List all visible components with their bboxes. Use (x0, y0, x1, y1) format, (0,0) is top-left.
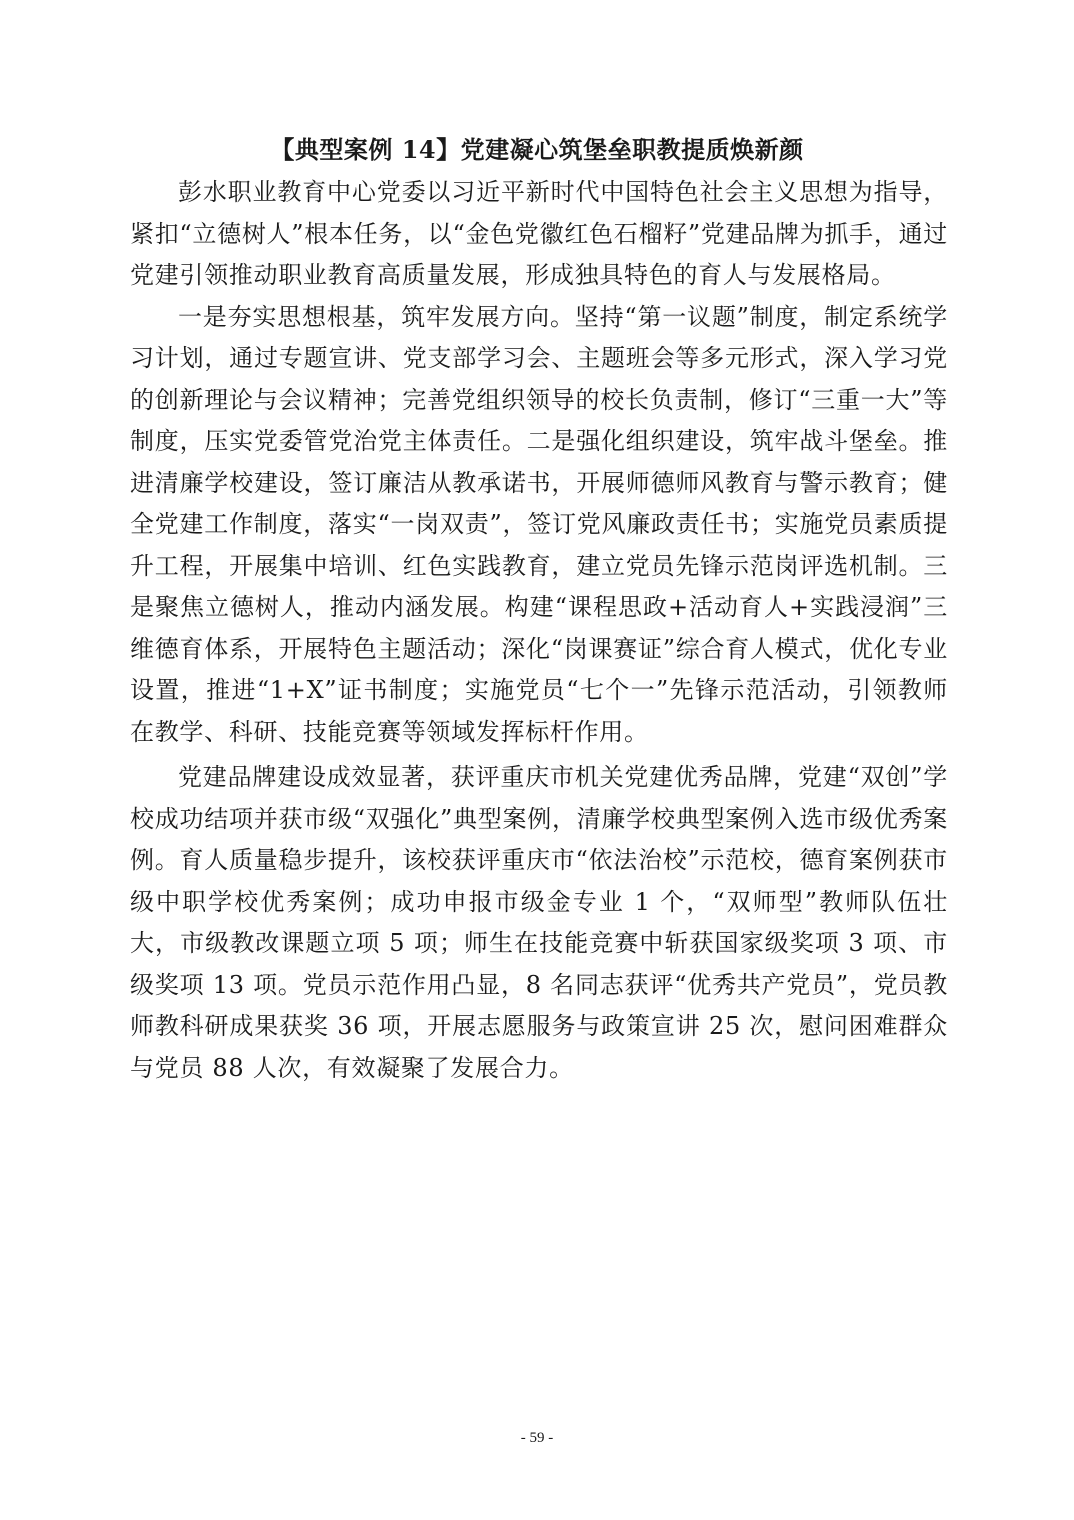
case-title: 【典型案例 14】党建凝心筑堡垒职教提质焕新颜 (270, 135, 804, 164)
paragraph-results: 党建品牌建设成效显著，获评重庆市机关党建优秀品牌，党建“双创”学校成功结项并获市级“双强化”典型案例，清廉学校典型案例入选市级优秀案例。育人质量稳步提升，该校获评重庆市“依法治校”示范校，德育案例获市级中职学校优秀案例；成功申报市级金专业 1 个，“双师型”教师队伍壮大，市级教改课题立项 5 项；师生在技能竞赛中斩获国家级奖项 3 项、市级奖项 13 项。党员示范作用凸显，8 名同志获评“优秀共产党员”，党员教师教科研成果获奖 36 项，开展志愿服务与政策宣讲 25 次，慰问困难群众与党员 88 人次，有效凝聚了发展合力。 (130, 763, 948, 1082)
paragraph-measures: 一是夯实思想根基，筑牢发展方向。坚持“第一议题”制度，制定系统学习计划，通过专题宣讲、党支部学习会、主题班会等多元形式，深入学习党的创新理论与会议精神；完善党组织领导的校长负责制，修订“三重一大”等制度，压实党委管党治党主体责任。二是强化组织建设，筑牢战斗堡垒。推进清廉学校建设，签订廉洁从教承诺书，开展师德师风教育与警示教育；健全党建工作制度，落实“一岗双责”，签订党风廉政责任书；实施党员素质提升工程，开展集中培训、红色实践教育，建立党员先锋示范岗评选机制。三是聚焦立德树人，推动内涵发展。构建“课程思政+活动育人+实践浸润”三维德育体系，开展特色主题活动；深化“岗课赛证”综合育人模式，优化专业设置，推进“1+X”证书制度；实施党员“七个一”先锋示范活动，引领教师在教学、科研、技能竞赛等领域发挥标杆作用。 (130, 302, 948, 746)
case-body (130, 172, 948, 1089)
paragraph-intro: 彭水职业教育中心党委以习近平新时代中国特色社会主义思想为指导，紧扣“立德树人”根本任务，以“金色党徽红色石榴籽”党建品牌为抓手，通过党建引领推动职业教育高质量发展，形成独具特色的育人与发展格局。 (130, 178, 948, 289)
page-number: - 59 - (520, 1430, 554, 1446)
